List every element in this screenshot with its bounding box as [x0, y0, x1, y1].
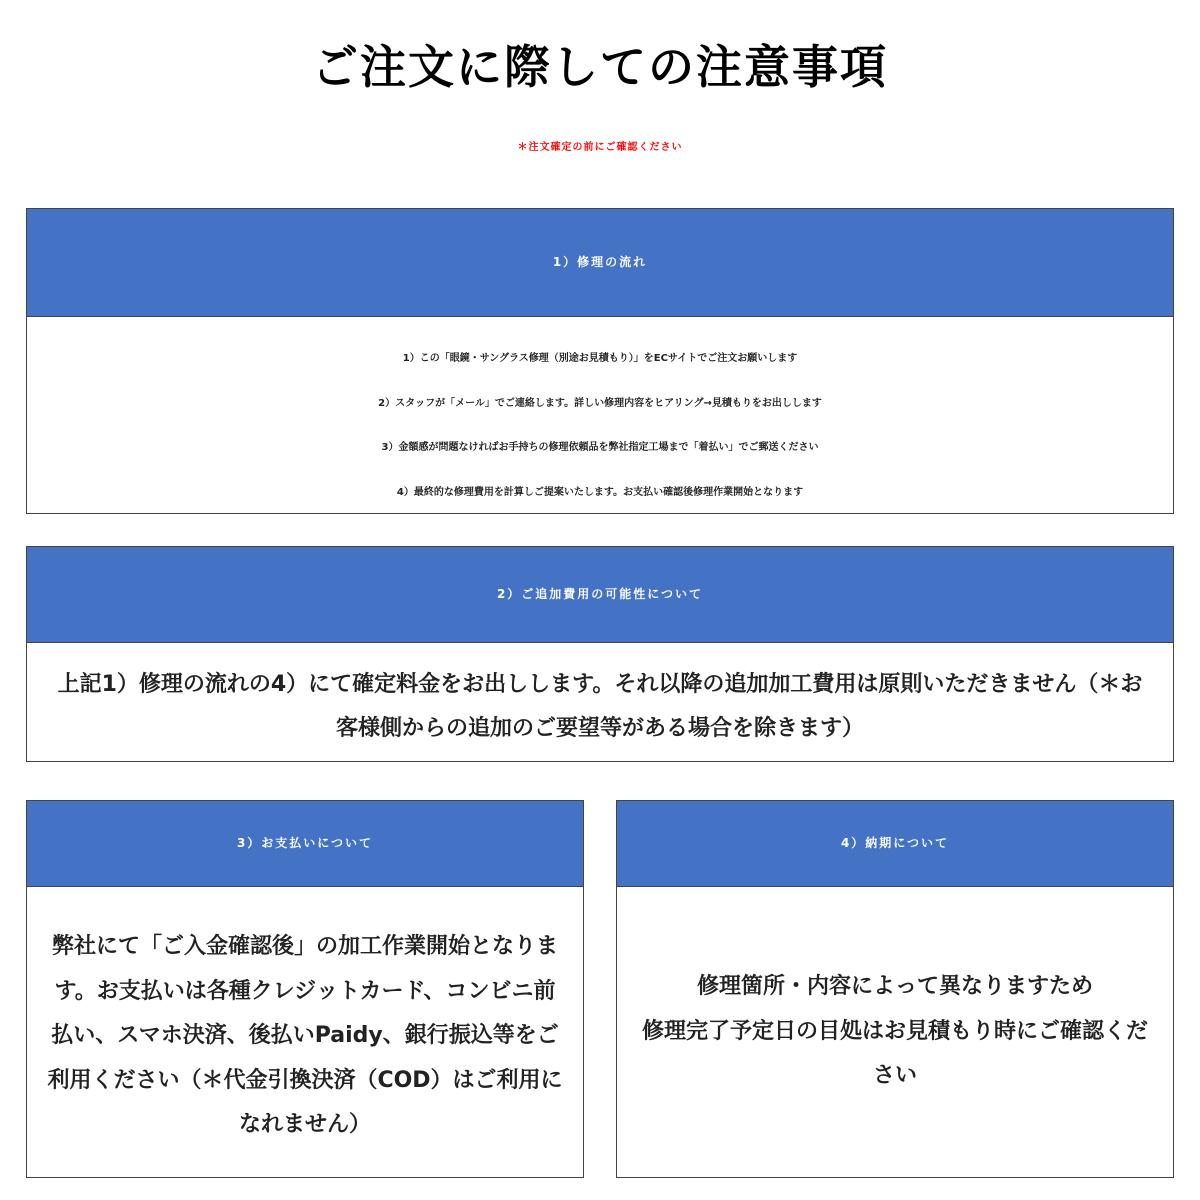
repair-step-1: 1）この「眼鏡・サングラス修理（別途お見積もり）」をECサイトでご注文お願いします — [402, 353, 798, 364]
section-body-delivery — [617, 887, 1173, 1177]
section-additional-cost — [26, 546, 1174, 762]
repair-step-4: 4）最終的な修理費用を計算しご提案いたします。お支払い確認後修理作業開始となります — [396, 486, 804, 498]
page-subtitle: ＊注文確定の前にご確認ください — [517, 142, 683, 153]
section-repair-flow — [26, 208, 1174, 514]
section-delivery — [616, 800, 1174, 1178]
section-body-payment: 弊社にて「ご入金確認後」の加工作業開始となります。お支払いは各種クレジットカード、コンビニ前払い、スマホ決済、後払いPaidy、銀行振込等をご利用ください（＊代金引換決済（COD）はご利用になれません） — [47, 934, 563, 1137]
repair-step-3: 3）金額感が問題なければお手持ちの修理依頼品を弊社指定工場まで「着払い」でご郵送ください — [381, 442, 819, 453]
section-heading-payment: 3）お支払いについて — [27, 801, 583, 887]
page-title: ご注文に際しての注意事項 — [312, 40, 888, 94]
section-body-additional-cost: 上記1）修理の流れの4）にて確定料金をお出しします。それ以降の追加加工費用は原則いただきません（＊お客様側からの追加のご要望等がある場合を除きます） — [57, 672, 1143, 741]
section-payment — [26, 800, 584, 1178]
delivery-line-1: 修理箇所・内容によって異なりますため — [696, 974, 1093, 1000]
delivery-line-2: 修理完了予定日の目処はお見積もり時にご確認ください — [641, 1018, 1148, 1089]
section-heading-repair-flow: 1）修理の流れ — [27, 209, 1173, 317]
section-heading-delivery: 4）納期について — [617, 801, 1173, 887]
section-heading-additional-cost: 2）ご追加費用の可能性について — [27, 547, 1173, 643]
repair-step-2: 2）スタッフが「メール」でご連絡します。詳しい修理内容をヒアリング→見積もりをお出しします — [378, 397, 822, 409]
section-body-repair-flow — [27, 317, 1173, 515]
